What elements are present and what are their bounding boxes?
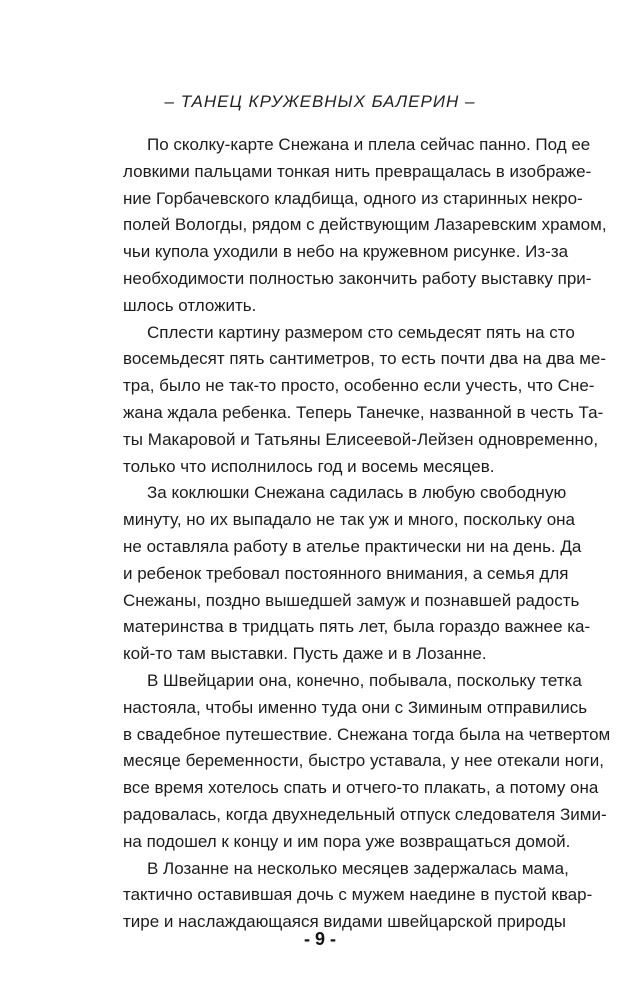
- text-line: ловкими пальцами тонкая нить превращалась в изображе-: [123, 161, 592, 181]
- body-text: [99, 132, 611, 936]
- paragraph-1: [99, 132, 607, 320]
- text-line: ты Макаровой и Татьяны Елисеевой-Лейзен одновременно,: [123, 429, 599, 449]
- text-line: В Швейцарии она, конечно, побывала, поскольку тетка: [147, 670, 582, 690]
- text-line: необходимости полностью закончить работу выставку при-: [123, 268, 592, 288]
- text-line: чьи купола уходили в небо на кружевном рисунке. Из-за: [123, 242, 569, 262]
- text-line: кой-то там выставки. Пусть даже и в Лозанне.: [123, 644, 487, 664]
- text-line: минуту, но их выпадало не так уж и много, поскольку она: [123, 510, 575, 530]
- text-line: ние Горбачевского кладбища, одного из старинных некро-: [123, 188, 583, 208]
- paragraph-5: [99, 856, 593, 936]
- paragraph-4: [99, 668, 611, 856]
- page-number: - 9 -: [303, 929, 336, 949]
- text-line: За коклюшки Снежана садилась в любую свободную: [147, 483, 567, 503]
- text-line: По сколку-карте Снежана и плела сейчас панно. Под ее: [147, 135, 591, 154]
- text-line: жана ждала ребенка. Теперь Танечке, названной в честь Та-: [123, 402, 604, 422]
- text-line: В Лозанне на несколько месяцев задержалась мама,: [147, 858, 569, 878]
- text-line: на подошел к концу и им пора уже возвращаться домой.: [123, 831, 571, 851]
- text-line: и ребенок требовал постоянного внимания, а семья для: [123, 563, 569, 583]
- text-line: тире и наслаждающаяся видами швейцарской природы: [123, 912, 566, 932]
- text-line: полей Вологды, рядом с действующим Лазаревским храмом,: [123, 215, 607, 235]
- text-line: Снежаны, поздно вышедшей замуж и познавшей радость: [123, 590, 580, 610]
- text-line: материнства в тридцать пять лет, была гораздо важнее ка-: [123, 617, 591, 637]
- text-line: тактично оставившая дочь с мужем наедине в пустой квар-: [123, 885, 593, 905]
- text-line: все время хотелось спать и отчего-то плакать, а потому она: [123, 778, 599, 798]
- running-header: – ТАНЕЦ КРУЖЕВНЫХ БАЛЕРИН –: [164, 92, 476, 111]
- text-line: не оставляла работу в ателье практически ни на день. Да: [123, 536, 582, 556]
- text-line: настояла, чтобы именно туда они с Зиминым отправились: [123, 697, 588, 717]
- text-line: восемьдесят пять сантиметров, то есть почти два на два ме-: [123, 349, 607, 369]
- text-line: радовалась, когда двухнедельный отпуск следователя Зими-: [123, 804, 607, 824]
- text-line: Сплести картину размером сто семьдесят пять на сто: [147, 322, 575, 342]
- text-line: месяце беременности, быстро уставала, у нее отекали ноги,: [123, 751, 604, 771]
- text-line: тра, было не так-то просто, особенно если учесть, что Сне-: [123, 376, 595, 396]
- text-line: только что исполнилось год и восемь месяцев.: [123, 456, 495, 476]
- paragraph-2: [99, 320, 607, 481]
- text-line: в свадебное путешествие. Снежана тогда была на четвертом: [123, 724, 611, 744]
- paragraph-3: [99, 480, 591, 668]
- text-line: шлось отложить.: [123, 295, 257, 315]
